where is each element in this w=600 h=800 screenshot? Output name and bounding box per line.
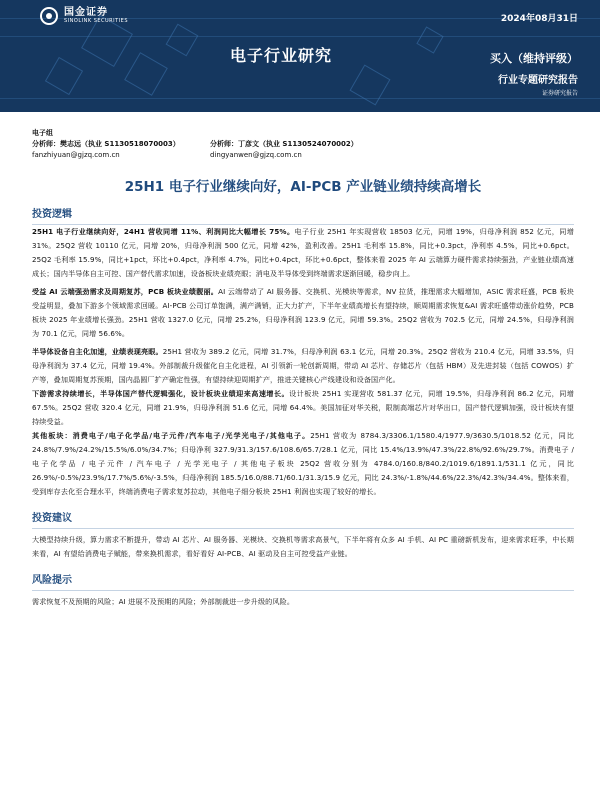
paragraph-lead: 其他板块：消费电子/电子化学品/电子元件/汽车电子/光学光电子/其他电子。 (32, 431, 311, 440)
logo-name-en: SINOLINK SECURITIES (64, 18, 128, 24)
paragraph-chip-design (32, 387, 574, 429)
paragraph-text: 设计板块 25H1 实现营收 581.37 亿元，同增 19.5%，归母净利润 86.2 亿元，同增 67.5%。25Q2 营收 320.4 亿元，同增 21.9%，归母净利润 51.6 亿元，同增 64.4%。美国加征对华关税，限制高端芯片对华出口，国产替代逻辑加强，设计板块有望持续受益。 (32, 389, 574, 426)
paragraph-lead: 下游需求持续增长，半导体国产替代逻辑强化，设计板块业绩迎来高速增长。 (32, 389, 290, 398)
paragraph-other-sectors (32, 429, 574, 499)
hexagon-pattern (45, 57, 83, 95)
paragraph-text: 电子行业 25H1 年实现营收 18503 亿元，同增 19%，归母净利润 852 亿元，同增 31%。25Q2 营收 10110 亿元，同增 20%，归母净利润 500 亿元，同增 42%，盈利改善。25H1 毛利率 15.8%，同比+0.3pct，净利率 4.5%，同比+0.6pct。25Q2 毛利率 15.9%，同比+1pct，环比+0.4pct，净利率 4.7%，同比+0.4pct，环比+0.6pct，整体来看 2025 年 AI 云端算力硬件需求持续强劲，产业链业绩高速成长；国内半导体自主可控、国产替代需求加速，设备板块业绩亮眼；消电及半导体受到终端需求逐渐回暖，稳步向上。 (32, 227, 575, 278)
analyst-list (32, 139, 574, 161)
header-stripe (0, 98, 600, 99)
report-date: 2024年08月31日 (500, 14, 578, 24)
analyst-name: 分析师：樊志远（执业 S1130518070003） (32, 140, 180, 148)
industry-title: 电子行业研究 (230, 46, 333, 65)
team-label: 电子组 (32, 129, 53, 137)
paragraph-lead: 受益 AI 云端强劲需求及周期复苏，PCB 板块业绩靓丽。 (32, 287, 219, 296)
analyst-email[interactable]: fanzhiyuan@gjzq.com.cn (32, 151, 120, 159)
section-heading-logic: 投资逻辑 (32, 208, 574, 225)
hexagon-pattern (166, 24, 199, 57)
logo-icon (40, 7, 58, 25)
report-category: 证券研究报告 (541, 90, 578, 97)
logo-name-cn: 国金证券 (64, 7, 108, 18)
paragraph-industry-overview (32, 225, 574, 281)
report-type: 行业专题研究报告 (498, 75, 578, 86)
paragraph-lead: 25H1 电子行业继续向好，24H1 营收同增 11%、利润同比大幅增长 75%。 (32, 227, 295, 236)
analyst-2 (210, 139, 388, 161)
paragraph-lead: 半导体设备自主化加速，业绩表现亮眼。 (32, 347, 163, 356)
analyst-name: 分析师：丁彦文（执业 S1130524070002） (210, 140, 358, 148)
paragraph-advice: 大模型持续升级，算力需求不断提升，带动 AI 芯片、AI 服务器、光模块、交换机等需求高景气，下半年将有众多 AI 手机、AI PC 重磅新机发布，迎来需求旺季，中长期来看，AI 有望给消费电子赋能，带来换机需求，看好看好 AI-PCB、AI 驱动及自主可控受益产业链。 (32, 535, 574, 558)
paragraph-pcb (32, 285, 574, 341)
paragraph-text: 25H1 营收为 389.2 亿元，同增 31.7%，归母净利润 63.1 亿元，同增 20.3%。25Q2 营收为 210.4 亿元，同增 33.5%，归母净利润为 37.4 亿元，同增 19.4%。外部制裁升级催化自主化进程，AI 引领新一轮创新周期，带动 AI 芯片、存储芯片（包括 HBM）及先进封装（包括 COWOS）扩产等，叠加周期复苏预期，国内晶圆厂扩产确定性强，有望持续迎周期扩产，推进关键核心产线建设和设备国产化。 (32, 347, 574, 384)
paragraph-semi-equipment (32, 345, 574, 387)
paragraph-text: AI 云端带动了 AI 服务器、交换机、光模块等需求，NV 拉货，推理需求大幅增加，ASIC 需求旺盛，PCB 板块受益明显，叠加下游多个领域需求回暖。AI-PCB 公司订单饱满，满产满销，正大力扩产，下半年业绩高增长有望持续，顺周期需求恢复&AI 需求旺盛带动涨价趋势，PCB 板块 2025 年业绩增长强劲。25H1 营收 1327.0 亿元，同增 25.2%，归母净利润 123.9 亿元，同增 59.3%。25Q2 营收为 702.5 亿元，同增 24.5%，归母净利润为 70.1 亿元，同增 56.6%。 (32, 287, 574, 338)
section-heading-risk: 风险提示 (32, 574, 574, 591)
report-body (32, 128, 574, 609)
hexagon-pattern (350, 65, 391, 106)
paragraph-text: 25H1 营收为 8784.3/3306.1/1580.4/1977.9/3630.5/1018.52 亿元，同比 24.8%/7.9%/24.2%/15.5%/6.0%/34.7%；归母净利 327.9/31.3/157.6/108.6/65.7/28.1 亿元，同比 15.4%/13.9%/47.3%/22.8%/92.6%/29.7%。消费电子 / 电子化学品 / 电子元件 / 汽车电子 / 光学光电子 / 其他电子板块 25Q2 营收分别为 4784.0/160.8/840.2/1019.6/1891.1/531.1 亿元，同比 26.9%/-0.5%/23.9%/17.7%/5.6%/-3.5%，归母净利润 185.5/16.0/88.71/60.1/31.3/15.9 亿元，同比 24.3%/-1.8%/44.6%/22.3%/42.3%/34.4%。整体来看，受到库存去化至合理水平，终端消费电子需求复苏拉动，其他电子细分板块 25H1 利润也实现了较好的增长。 (32, 431, 574, 496)
hexagon-pattern (124, 52, 168, 96)
company-logo (40, 7, 128, 25)
section-heading-advice: 投资建议 (32, 512, 574, 529)
paragraph-risk: 需求恢复不及预期的风险；AI 进展不及预期的风险；外部制裁进一步升级的风险。 (32, 597, 295, 606)
analyst-email[interactable]: dingyanwen@gjzq.com.cn (210, 151, 302, 159)
rating-badge: 买入（维持评级） (490, 52, 578, 65)
analyst-1 (32, 139, 210, 161)
report-title: 25H1 电子行业继续向好，AI-PCB 产业链业绩持续高增长 (124, 179, 482, 195)
hexagon-pattern (416, 26, 443, 53)
report-header (0, 0, 600, 112)
